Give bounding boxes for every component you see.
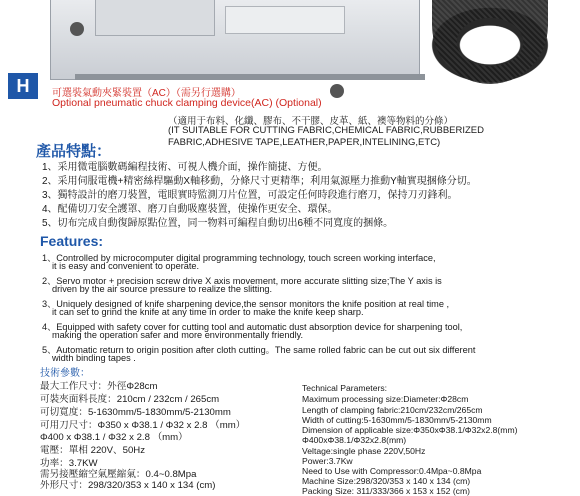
clamp-caption-zh: 可選裝氣動夾緊裝置（AC）（需另行選購） xyxy=(52,88,241,99)
feature-en-line: it is easy and convenient to operate. xyxy=(52,261,200,271)
params-en-title: Technical Parameters: xyxy=(302,383,388,393)
feature-en-line: 5、Automatic return to origin position after cloth cutting。The same rolled fabric can be cut out six different xyxy=(42,345,476,355)
params-zh-title: 技術參數： xyxy=(40,368,90,379)
param-zh-line: 最大工作尺寸：外徑Φ28cm xyxy=(40,381,158,392)
caster-wheel-image xyxy=(70,22,84,36)
param-zh-line: 外形尺寸：298/320/353 x 140 x 134 (cm) xyxy=(40,480,216,491)
features-zh-title: 產品特點： xyxy=(36,143,112,160)
param-en-line: Machine Size:298/320/353 x 140 x 134 (cm) xyxy=(302,476,471,486)
suitable-en-line-1: (IT SUITABLE FOR CUTTING FABRIC,CHEMICAL FABRIC,RUBBERIZED xyxy=(168,125,485,136)
feature-en-line: 4、Equipped with safety cover for cutting tool and automatic dust absorption device for sharpening tool, xyxy=(42,322,463,332)
machine-panel-image xyxy=(95,0,215,36)
section-badge: H xyxy=(8,73,38,99)
param-en-line: Packing Size: 311/333/366 x 153 x 152 (cm) xyxy=(302,486,470,496)
feature-en-line: width binding tapes . xyxy=(52,353,136,363)
machine-base-image xyxy=(75,74,425,80)
param-en-line: Maximum processing size:Diameter:Φ28cm xyxy=(302,394,469,404)
feature-zh-item: 4、配備切刀安全護罩、磨刀自動吸塵裝置，使操作更安全、環保。 xyxy=(42,204,338,215)
machine-panel-image xyxy=(225,6,345,34)
feature-en-line: it can set to grind the knife at any time in order to make the knife keep sharp. xyxy=(52,307,364,317)
feature-zh-item: 3、獨特設計的磨刀裝置，電眼實時監測刀片位置，可設定任何時段進行磨刀，保持刀刃鋒利。 xyxy=(42,190,458,201)
param-en-line: Veltage:single phase 220V,50Hz xyxy=(302,446,426,456)
feature-en-line: making the operation safer and more environmentally friendly. xyxy=(52,330,304,340)
param-zh-line: 電壓：單相 220V、50Hz xyxy=(40,445,146,456)
suitable-en-line-2: FABRIC,ADHESIVE TAPE,LEATHER,PAPER,INTELINING,ETC) xyxy=(168,137,441,148)
param-zh-line: 可裝夾面料長度：210cm / 232cm / 265cm xyxy=(40,394,220,405)
caster-wheel-image xyxy=(330,84,344,98)
feature-zh-item: 5、切布完成自動復歸原點位置，同一物料可編程自動切出6種不同寬度的捆條。 xyxy=(42,218,394,229)
feature-zh-item: 1、采用微電腦數碼編程技術、可視人機介面，操作簡捷、方便。 xyxy=(42,162,328,173)
param-en-line: Width of cutting:5-1630mm/5-1830mm/5-2130mm xyxy=(302,415,492,425)
feature-en-line: 2、Servo motor + precision screw drive X axis movement, more accurate slitting size;The Y axis is xyxy=(42,276,442,286)
param-en-line: Length of clamping fabric:210cm/232cm/265cm xyxy=(302,405,483,415)
fabric-roll-image xyxy=(420,0,560,90)
param-zh-line: 功率：3.7KW xyxy=(40,458,98,469)
param-en-line: Φ400xΦ38.1/Φ32x2.8(mm) xyxy=(302,435,407,445)
param-zh-line: 可切寬度：5-1630mm/5-1830mm/5-2130mm xyxy=(40,407,231,418)
feature-en-line: 1、Controlled by microcomputer digital programming technology, touch screen working interface, xyxy=(42,253,436,263)
param-zh-line: Φ400 x Φ38.1 / Φ32 x 2.8 （mm） xyxy=(40,432,188,443)
param-en-line: Power:3.7Kw xyxy=(302,456,353,466)
feature-en-line: 3、Uniquely designed of knife sharpening device,the sensor monitors the knife position at real time , xyxy=(42,299,450,309)
features-en-title: Features: xyxy=(40,233,104,249)
feature-en-line: driven by the air source pressure to realize the slitting. xyxy=(52,284,273,294)
param-en-line: Need to Use with Compressor:0.4Mpa~0.8Mpa xyxy=(302,466,482,476)
feature-zh-item: 2、采用伺服電機+精密絲桿驅動X軸移動，分條尺寸更精準；利用氣源壓力推動Y軸實現捆條分切。 xyxy=(42,176,477,187)
clamp-caption-en: Optional pneumatic chuck clamping device(AC) (Optional) xyxy=(52,97,322,109)
param-zh-line: 需另接壓縮空氣壓縮氣：0.4~0.8Mpa xyxy=(40,469,197,480)
suitable-zh: （適用于布料、化纖、膠布、不干膠、皮革、紙、襖等物料的分條） xyxy=(168,116,454,127)
param-zh-line: 可用刀尺寸：Φ350 x Φ38.1 / Φ32 x 2.8 （mm） xyxy=(40,420,246,431)
param-en-line: Dimension of applicable size:Φ350xΦ38.1/Φ32x2.8(mm) xyxy=(302,425,518,435)
